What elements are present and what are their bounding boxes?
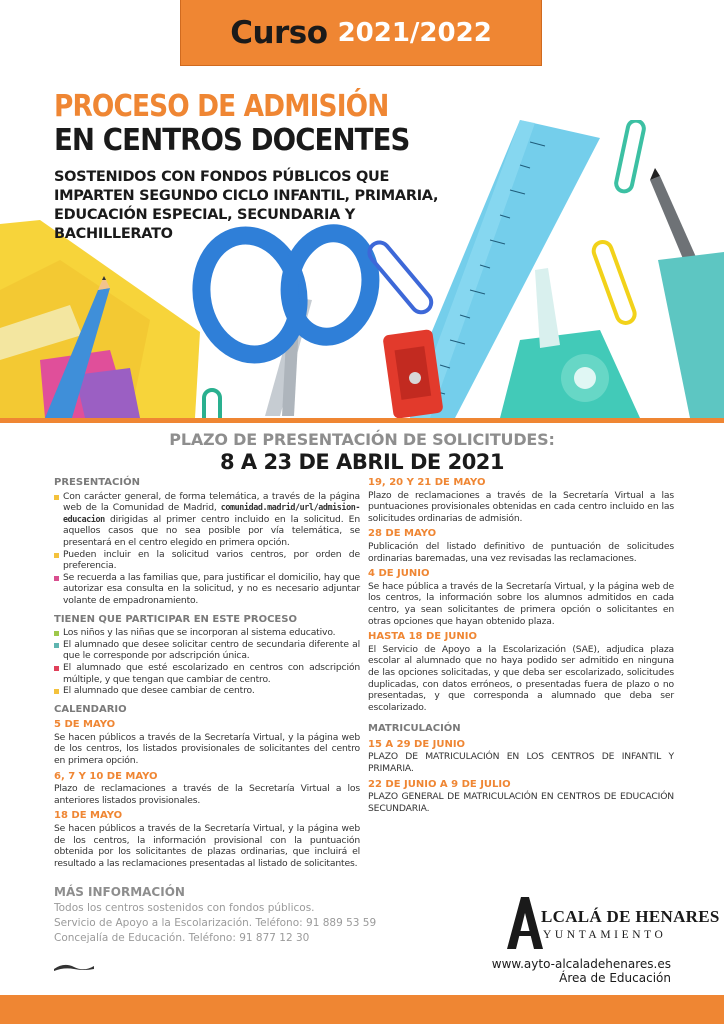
- list-item: Pueden incluir en la solicitud varios centros, por orden de preferencia.: [54, 549, 360, 572]
- course-year: 2021/2022: [337, 17, 492, 48]
- event-date: 15 A 29 DE JUNIO: [368, 738, 466, 750]
- more-info-line: Servicio de Apoyo a la Escolarización. Teléfono: 91 889 53 59: [54, 917, 377, 929]
- more-info-line: Concejalía de Educación. Teléfono: 91 877 12 30: [54, 932, 310, 944]
- calendario-heading: CALENDARIO: [54, 703, 127, 715]
- list-item: Los niños y las niñas que se incorporan al sistema educativo.: [54, 627, 360, 639]
- subtitle: SOSTENIDOS CON FONDOS PÚBLICOS QUE IMPARTEN SEGUNDO CICLO INFANTIL, PRIMARIA, EDUCACIÓN ESPECIAL, SECUNDARIA Y BACHILLERATO: [54, 169, 439, 242]
- footer-contact: [468, 957, 671, 985]
- event-date: 18 DE MAYO: [54, 810, 123, 822]
- ayuntamiento-logo: [507, 895, 720, 953]
- school-supplies-illustration: [0, 120, 724, 422]
- event-text: Plazo de reclamaciones a través de la Secretaría Virtual a las puntuaciones provisionales obtenidas en cada centro incluido en las solicitudes ordinarias de admisión.: [368, 489, 674, 524]
- small-logo-icon: [54, 962, 94, 972]
- participantes-heading: TIENEN QUE PARTICIPAR EN ESTE PROCESO: [54, 613, 297, 625]
- main-title-line2: EN CENTROS DOCENTES: [54, 123, 410, 158]
- course-tab: [180, 0, 542, 66]
- course-label: Curso: [230, 14, 328, 51]
- list-item: Se recuerda a las familias que, para justificar el domicilio, hay que autorizar esa consulta en la solicitud, y no es necesario adjuntar volante de empadronamiento.: [54, 572, 360, 607]
- event-text: El Servicio de Apoyo a la Escolarización (SAE), adjudica plaza escolar al alumnado que no haya podido ser admitido en ninguna de las opciones solicitadas, y que deba ser escolarizado, solicitudes duplicadas, con datos erróneos, o presentadas fuera de plazo o no presentadas, y que corresponda a alumnado que deba ser escolarizado.: [368, 643, 674, 713]
- purple-note: [75, 368, 140, 418]
- more-info-line: Todos los centros sostenidos con fondos públicos.: [54, 902, 315, 914]
- bottom-orange-bar: [0, 995, 724, 1024]
- left-column: [54, 477, 360, 870]
- admission-url: comunidad.madrid/url/admision-educacion: [63, 502, 360, 524]
- event-date: HASTA 18 DE JUNIO: [368, 631, 478, 643]
- list-item: El alumnado que desee cambiar de centro.: [54, 685, 360, 697]
- presentacion-list: [54, 491, 360, 607]
- teal-notebook: [658, 252, 724, 418]
- teal-paperclip: [615, 120, 646, 193]
- tower-a-icon: [507, 895, 543, 951]
- event-text: Publicación del listado definitivo de puntuación de solicitudes ordinarias baremadas, una vez revisadas las reclamaciones.: [368, 540, 674, 564]
- area-label: Área de Educación: [559, 971, 671, 985]
- list-item: El alumnado que desee solicitar centro de secundaria diferente al que le corresponde por adscripción única.: [54, 639, 360, 662]
- logo-name: LCALÁ DE HENARES: [541, 907, 720, 926]
- event-date: 22 DE JUNIO A 9 DE JULIO: [368, 778, 511, 790]
- event-date: 6, 7 Y 10 DE MAYO: [54, 770, 158, 782]
- yellow-paperclip: [591, 239, 637, 325]
- matriculacion-heading: MATRICULACIÓN: [368, 723, 461, 735]
- event-text: Se hace pública a través de la Secretaría Virtual, y la página web de los centros, la información sobre los alumnos admitidos en cada centro, ya sean solicitantes de primera opción o solicitantes en otras opciones que hayan obtenido plaza.: [368, 580, 674, 627]
- logo-subname: YUNTAMIENTO: [543, 929, 667, 941]
- right-column: [368, 477, 674, 815]
- plazo-label: PLAZO DE PRESENTACIÓN DE SOLICITUDES:: [169, 430, 555, 449]
- participantes-list: [54, 627, 360, 697]
- list-item: Con carácter general, de forma telemática, a través de la página web de la Comunidad de Madrid, comunidad.madrid/url/admision-educacion dirigidas al primer centro incluido en la solicitud. En aquellos casos que no sea posible por vía telemática, se presentará en el centro elegido en primera opción.: [54, 491, 360, 549]
- event-text: Plazo de reclamaciones a través de la Secretaría Virtual a los anteriores listados provisionales.: [54, 783, 360, 806]
- event-text: Se hacen públicos a través de la Secretaría Virtual, y la página web de los centros, los listados provisionales de solicitantes del centro en primera opción.: [54, 731, 360, 767]
- event-text: PLAZO GENERAL DE MATRICULACIÓN EN CENTROS DE EDUCACIÓN SECUNDARIA.: [368, 791, 674, 814]
- event-text: Se hacen públicos a través de la Secretaría Virtual, y la página web de los centros, la información provisional con la puntuación obtenida por los solicitantes de plazas ordinarias, que incluirá el resultado a las reclamaciones presentadas al listado de solicitantes.: [54, 823, 360, 869]
- more-info: [54, 885, 434, 946]
- list-item: El alumnado que esté escolarizado en centros con adscripción múltiple, y que tengan que cambiar de centro.: [54, 662, 360, 685]
- plazo-dates: 8 A 23 DE ABRIL DE 2021: [219, 450, 505, 474]
- orange-divider: [0, 418, 724, 423]
- event-date: 28 DE MAYO: [368, 528, 437, 540]
- scissors-handle-right: [282, 227, 379, 343]
- event-date: 5 DE MAYO: [54, 719, 116, 731]
- event-date: 19, 20 Y 21 DE MAYO: [368, 477, 486, 488]
- main-title-line1: PROCESO DE ADMISIÓN: [54, 89, 389, 124]
- presentacion-heading: PRESENTACIÓN: [54, 477, 140, 488]
- event-text: PLAZO DE MATRICULACIÓN EN LOS CENTROS DE INFANTIL Y PRIMARIA.: [368, 751, 674, 775]
- event-date: 4 DE JUNIO: [368, 568, 430, 580]
- website-link[interactable]: www.ayto-alcaladehenares.es: [491, 957, 671, 971]
- more-info-heading: MÁS INFORMACIÓN: [54, 885, 185, 899]
